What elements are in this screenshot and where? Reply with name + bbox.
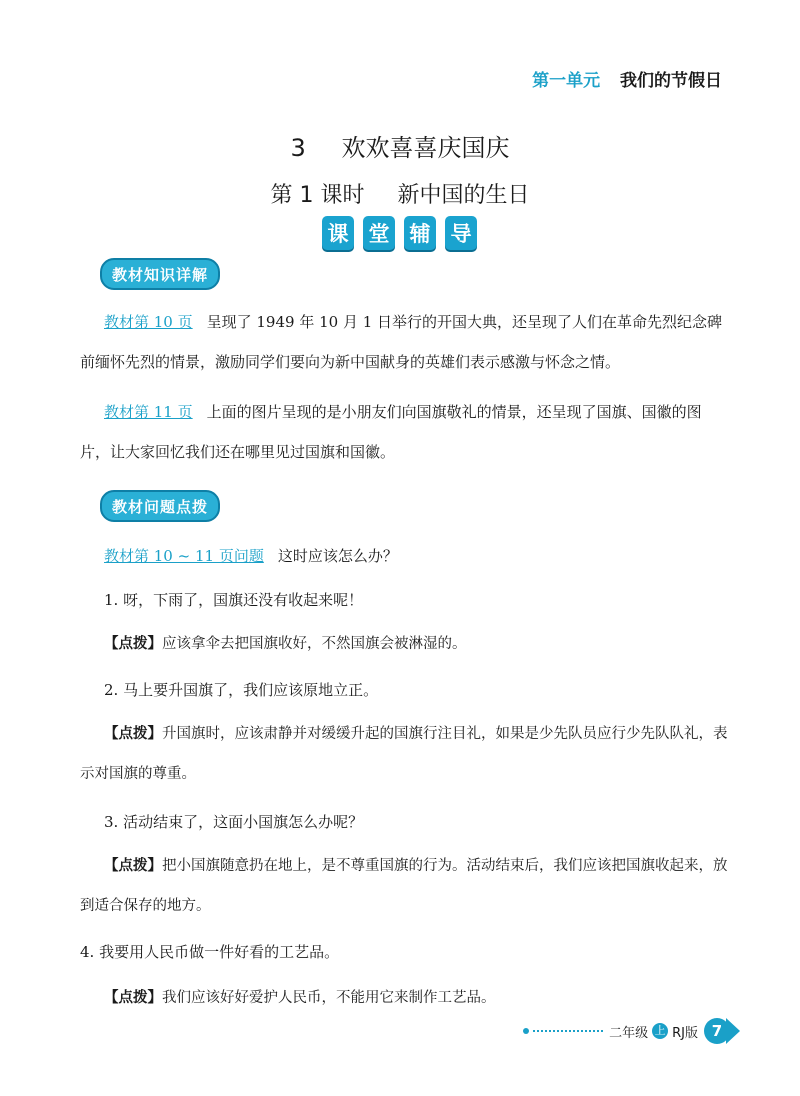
textbook-paragraph: [80, 392, 730, 472]
tip-paragraph: [80, 846, 730, 926]
page-number: 7: [704, 1018, 730, 1044]
tip-tag: 【点拨】: [104, 726, 162, 742]
footer-dotted-line: [533, 1030, 603, 1032]
period-label: 第 1 课时: [270, 183, 365, 208]
paragraph-text: 上面的图片呈现的是小朋友们向国旗敬礼的情景，还呈现了国旗、国徽的图片，让大家回忆我们还在哪里见过国旗和国徽。: [80, 403, 702, 461]
tip-paragraph: [80, 978, 730, 1018]
banner-char: 辅: [404, 216, 436, 250]
question-page-ref: 教材第 10 ~ 11 页问题: [104, 547, 264, 565]
banner-char: 课: [322, 216, 354, 250]
tip-text: 把小国旗随意扔在地上，是不尊重国旗的行为。活动结束后，我们应该把国旗收起来，放到适合保存的地方。: [80, 858, 728, 914]
class-guidance-banner: [322, 216, 477, 250]
section-tag-questions: 教材问题点拨: [100, 490, 220, 522]
footer-edition: RJ版: [672, 1025, 698, 1041]
tip-tag: 【点拨】: [104, 990, 162, 1006]
banner-char: 导: [445, 216, 477, 250]
question-intro: [80, 536, 730, 576]
question-item: 2. 马上要升国旗了，我们应该原地立正。: [104, 681, 379, 699]
section-tag-knowledge: 教材知识详解: [100, 258, 220, 290]
paragraph-text: 呈现了 1949 年 10 月 1 日举行的开国大典，还呈现了人们在革命先烈纪念碑前缅怀先烈的情景，激励同学们要向为新中国献身的英雄们表示感激与怀念之情。: [80, 313, 723, 371]
tip-text: 升国旗时，应该肃静并对缓缓升起的国旗行注目礼，如果是少先队员应行少先队队礼，表示对国旗的尊重。: [80, 726, 728, 782]
page-footer: [523, 1018, 740, 1044]
unit-header: [532, 66, 722, 91]
unit-title: 我们的节假日: [620, 71, 722, 91]
tip-text: 我们应该好好爱护人民币，不能用它来制作工艺品。: [162, 990, 496, 1006]
tip-tag: 【点拨】: [104, 636, 162, 652]
footer-volume-badge: 上: [652, 1023, 668, 1039]
tip-paragraph: [80, 714, 730, 794]
lesson-title-text: 欢欢喜喜庆国庆: [341, 134, 510, 162]
textbook-page-ref: 教材第 10 页: [104, 313, 193, 331]
unit-label: 第一单元: [532, 71, 601, 91]
question-item: 1. 呀，下雨了，国旗还没有收起来呢！: [104, 591, 364, 609]
period-title-text: 新中国的生日: [397, 183, 530, 208]
footer-dot: [523, 1028, 529, 1034]
question-item: 4. 我要用人民币做一件好看的工艺品。: [80, 943, 340, 961]
footer-grade: 二年级: [609, 1025, 649, 1041]
question-item: 3. 活动结束了，这面小国旗怎么办呢？: [104, 813, 364, 831]
textbook-page-ref: 教材第 11 页: [104, 403, 193, 421]
tip-tag: 【点拨】: [104, 858, 162, 874]
textbook-paragraph: [80, 302, 730, 382]
tip-text: 应该拿伞去把国旗收好，不然国旗会被淋湿的。: [162, 636, 467, 652]
question-text: 这时应该怎么办？: [277, 547, 398, 565]
tip-paragraph: [80, 624, 730, 664]
banner-char: 堂: [363, 216, 395, 250]
period-title: [0, 178, 800, 209]
lesson-title: [0, 128, 800, 163]
lesson-number: 3: [290, 134, 306, 162]
